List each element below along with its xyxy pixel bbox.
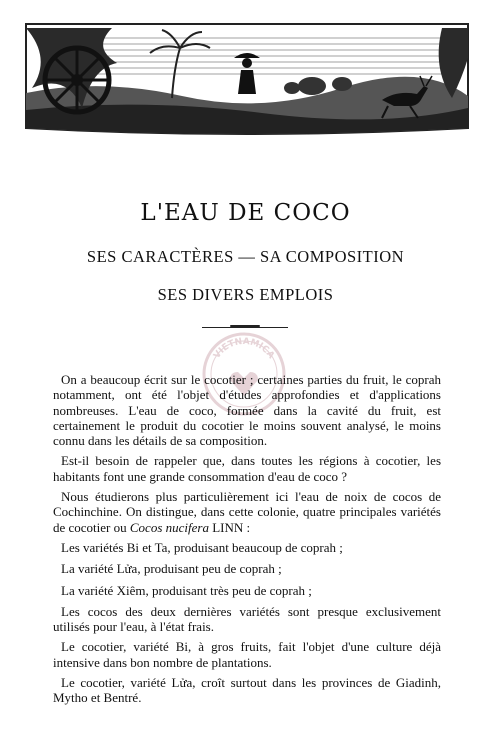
list-item: La variété Xiêm, produisant très peu de coprah ; (61, 582, 312, 598)
paragraph: Le cocotier, variété Bi, à gros fruits, fait l'objet d'une culture déjà intensive dans bon nombre de plantations. (53, 639, 441, 670)
document-subtitle-line2: SES DIVERS EMPLOIS (157, 285, 334, 304)
paragraph: Nous étudierons plus particulièrement ici l'eau de noix de cocos de Cochinchine. On distingue, dans cette colonie, quatre principales variétés de cocotier ou Cocos nucifera LINN : (53, 489, 441, 535)
list-item: Les variétés Bi et Ta, produisant beaucoup de coprah ; (61, 539, 343, 555)
list-item: La variété Lửa, produisant peu de coprah ; (61, 561, 282, 577)
svg-text:VIETNAMICA: VIETNAMICA (212, 336, 276, 361)
paragraph: Le cocotier, variété Lửa, croît surtout dans les provinces de Giadinh, Mytho et Bentré. (53, 675, 441, 706)
document-title: L'EAU DE COCO (140, 200, 351, 226)
document-subtitle-line1: SES CARACTÈRES — SA COMPOSITION (86, 247, 405, 266)
title-divider (202, 327, 288, 328)
decorative-banner-illustration (22, 18, 472, 140)
paragraph: On a beaucoup écrit sur le cocotier ; certaines parties du fruit, le coprah notamment, ont été l'objet d'études approfondies et d'applications nombreuses. L'eau de coco, formée dans la cavité du fruit, est certainement le produit du cocotier le moins souvent analysé, le moins connu dans les détails de sa composition. (53, 372, 441, 449)
paragraph: Est-il besoin de rappeler que, dans toutes les régions à cocotier, les habitants font une grande consommation d'eau de coco ? (53, 453, 441, 484)
paragraph: Les cocos des deux dernières variétés sont presque exclusivement utilisés pour l'eau, à l'état frais. (53, 603, 441, 635)
document-body (53, 372, 441, 711)
species-name: Cocos nucifera (129, 519, 209, 535)
